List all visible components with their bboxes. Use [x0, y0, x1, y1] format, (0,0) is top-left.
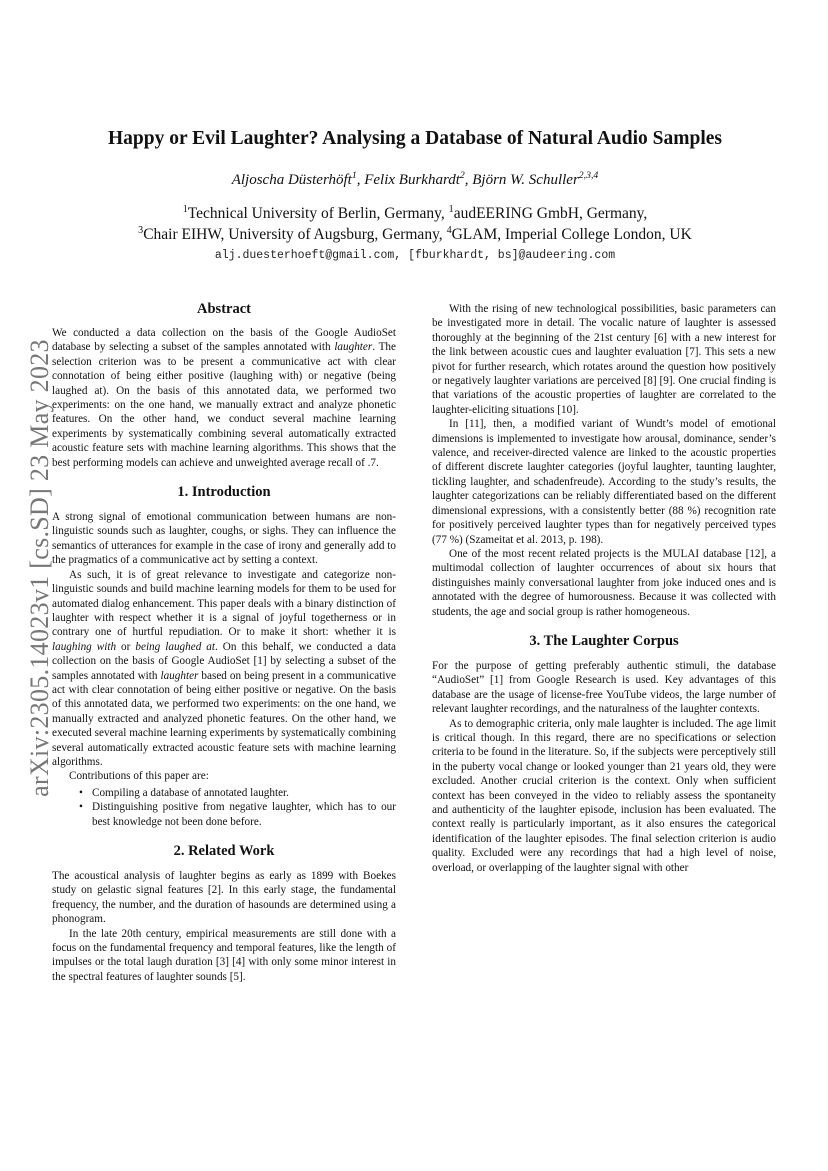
- intro-paragraph: Contributions of this paper are:: [69, 770, 209, 783]
- right-column: [432, 302, 776, 875]
- affiliation-line: [80, 203, 750, 224]
- related-paragraph: The acoustical analysis of laughter begins as early as 1899 with Boekes study on gelastic signal features [2]. In this early stage, the fundamental frequency, the number, and the duration of hasounds are determined using a phonogram.: [52, 870, 396, 926]
- corpus-heading: 3. The Laughter Corpus: [529, 632, 679, 649]
- affiliation: Chair EIHW, University of Augsburg, Germany,: [143, 226, 447, 243]
- list-item: • Compiling a database of annotated laughter.: [79, 786, 289, 799]
- arxiv-identifier-text: arXiv:2305.14023v1 [cs.SD] 23 May 2023: [25, 339, 55, 797]
- related-paragraph: In [11], then, a modified variant of Wundt’s model of emotional dimensions is implemented to investigate how arousal, dominance, sender’s valence, and receiver-directed valence are linked to the acoustic properties of different discrete laughter categories (joyful laughter, taunting laughter, tickling laughter, and schadenfreude). According to the study’s results, the laughter categorizations can be reliably differentiated based on the different dimensional expressions, with a consistently better (88 %) recognition rate for positively perceived laughter types than for negatively perceived types (77 %) (Szameitat et al. 2013, p. 198).: [432, 418, 776, 546]
- affiliation: audEERING GmbH, Germany,: [453, 205, 648, 222]
- affil-mark: 1: [448, 203, 454, 215]
- affil-mark: 4: [446, 224, 452, 236]
- list-item: • Distinguishing positive from negative laughter, which has to our best knowledge not been done before.: [79, 801, 396, 828]
- affiliation-list: [80, 203, 750, 245]
- author-affil-mark: 1: [351, 170, 357, 181]
- author-name: Felix Burkhardt: [364, 172, 460, 188]
- affil-mark: 1: [182, 203, 188, 215]
- author-affil-mark: 2: [459, 170, 465, 181]
- intro-paragraph: As such, it is of great relevance to investigate and categorize non-linguistic sounds and build machine learning models for them to be used for automated dialog enhancement. This paper deals with a binary distinction of laughter with respect whether it is a signal of joyful togetherness or in contrary one of hurtful repudiation. Or to make it short: whether it is laughing with or being laughed at. On this behalf, we conducted a data collection on the basis of Google AudioSet [1] by selecting a subset of the samples annotated with laughter based on being present in a communicative act with clear connotation of being either positive or negative. On the basis of this annotated data, we performed two experiments: on the one hand, we manually extracted and analyzed phonetic features. On the other hand, we executed several machine learning experiments by systematically combining several automatically extracted acoustic feature sets with machine learning algorithms.: [52, 568, 396, 768]
- related-paragraph: In the late 20th century, empirical measurements are still done with a focus on the fundamental frequency and temporal features, like the length of impulses or the total laugh duration [3] [4] with only some minor interest in the spectral features of laughter sounds [5].: [52, 927, 396, 983]
- abstract-paragraph: We conducted a data collection on the basis of the Google AudioSet database by selecting a subset of the samples annotated with laughter. The selection criterion was to be present a communicative act with clear connotation of being either positive (laughing with) or negative (being laughed at). On the basis of this annotated data, we performed two experiments: on the one hand, we manually extract and analyze phonetic features. On the other hand, we conduct several machine learning experiments by systematically combining several automatically extracted acoustic feature sets with machine learning algorithms. This shows that the best performing models can achieve and unweighted average recall of .7.: [52, 327, 396, 469]
- corpus-paragraph: For the purpose of getting preferably authentic stimuli, the database “AudioSet” [1] from Google Research is used. Key advantages of this database are the usage of license-free YouTube videos, the large number of relevant laughter recordings, and the naturalness of the laughter contexts.: [432, 659, 776, 716]
- affiliation-line: [80, 224, 750, 245]
- abstract-heading: Abstract: [197, 301, 251, 317]
- paper-title: Happy or Evil Laughter? Analysing a Database of Natural Audio Samples: [108, 128, 722, 149]
- contribution-list: [52, 786, 396, 829]
- related-paragraph: With the rising of new technological possibilities, basic parameters can be investigated more in detail. The vocalic nature of laughter is assessed thoroughly at the beginning of the 21st century [6] with a new interest for the link between acoustic cues and laughter evaluation [7]. This sets a new pivot for further research, which rotates around the question how positively or negatively laughter variations are perceived [8] [9]. One crucial finding is that variations of the acoustic properties of laughter are correlated to the laughter-eliciting situations [10].: [432, 303, 776, 416]
- related-paragraph: One of the most recent related projects is the MULAI database [12], a multimodal collection of laughter occurrences of about six hours that distinguishes mainly conversational laughter from joke induced ones and is annotated with the degree of humorousness. Because it was collected with students, the age and social group is rather homogeneous.: [432, 547, 776, 618]
- intro-paragraph: A strong signal of emotional communication between humans are non-linguistic sounds such as laughter, coughs, or sighs. They can influence the semantics of utterances for example in the case of irony and generally add to the pragmatics of a communicative act by setting a context.: [52, 511, 396, 567]
- author-name: Björn W. Schuller: [472, 172, 579, 188]
- affil-mark: 3: [138, 224, 144, 236]
- introduction-heading: 1. Introduction: [177, 484, 271, 501]
- corpus-paragraph: As to demographic criteria, only male laughter is included. The age limit is critical though. In this regard, there are no specifications or selection criteria to be found in the literature. So, if the subjects were perceptively still in the puberty vocal change or looked younger than 21 years old, they were excluded. Another crucial criterion is the context. Only when sufficient context has been conveyed in the video to reliably assess the spontaneity and authenticity of the laughter episode, inclusion has been evaluated. The context really is particularly important, as it also ensures the categorical identification of the laughter episodes. The final selection criterion is audio quality. Excluded were any recordings that had a high level of noise, overload, or overlapping of the laughter signal with other: [432, 717, 776, 874]
- affiliation: Technical University of Berlin, Germany,: [187, 205, 449, 222]
- left-column: [52, 300, 396, 984]
- author-list: Aljoscha Düsterhöft$^1$, Felix Burkhardt$^2$, Björn W. Schuller$^{2,3,4}$: [231, 170, 599, 188]
- author-affil-mark: 2,3,4: [578, 170, 599, 181]
- paper-header: [80, 126, 750, 262]
- author-name: Aljoscha Düsterhöft: [231, 172, 352, 188]
- bullet-icon: •: [79, 786, 83, 799]
- affiliation: GLAM, Imperial College London, UK: [451, 226, 692, 243]
- bullet-icon: •: [79, 801, 83, 814]
- related-work-heading: 2. Related Work: [173, 843, 275, 859]
- contact-email: alj.duesterhoeft@gmail.com, [fburkhardt, bs]@audeering.com: [214, 249, 616, 262]
